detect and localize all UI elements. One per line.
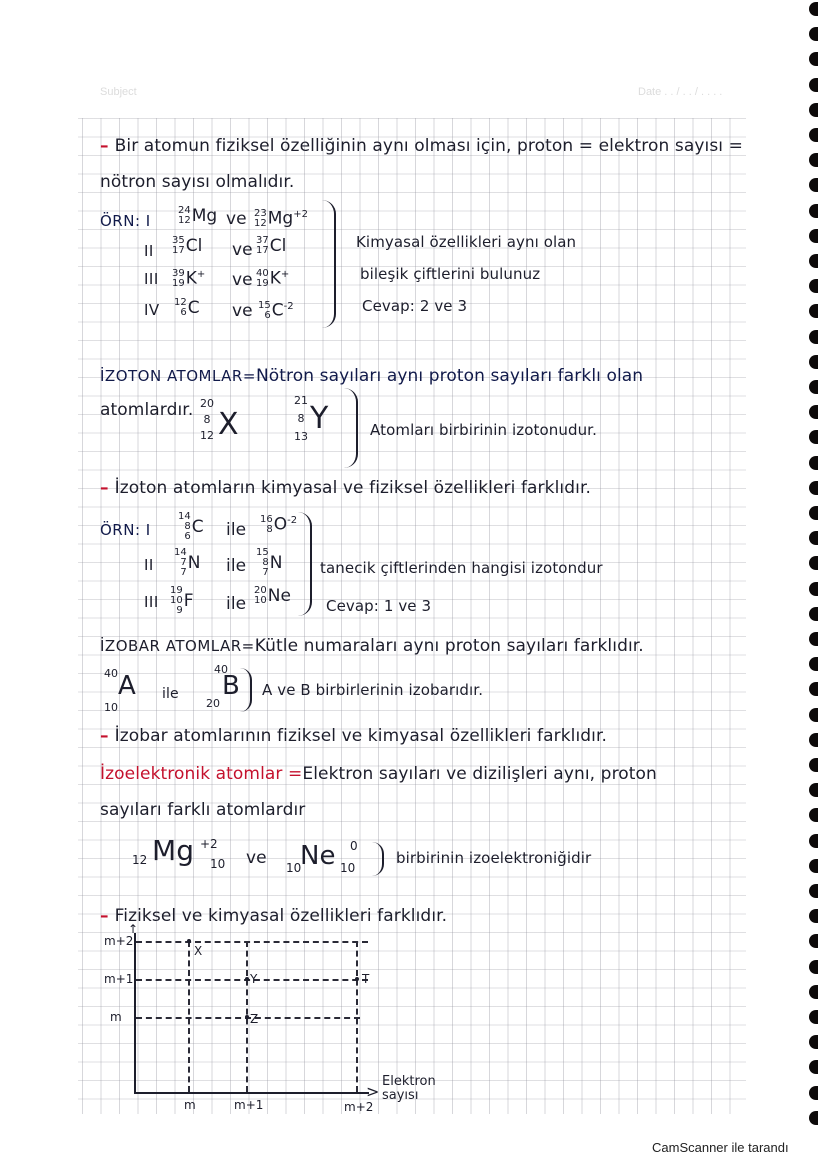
nuclide-mg24: 24 12Mg [178, 205, 218, 226]
izobar-heading: İZOBAR ATOMLAR= [100, 637, 255, 655]
connector-ile: ile [226, 556, 247, 576]
y-tick-m2: m+2 [104, 934, 134, 948]
binding-hole [809, 355, 818, 369]
y-tick-m1: m+1 [104, 972, 134, 986]
binding-hole [809, 783, 818, 797]
izobar-note: A ve B birbirlerinin izobarıdır. [262, 681, 484, 699]
izoton-property: – İzoton atomların kimyasal ve fiziksel özellikleri farklıdır. [100, 478, 591, 498]
binding-hole [809, 380, 818, 394]
point-t-label: T [362, 972, 370, 986]
binding-hole [809, 556, 818, 570]
ne-symbol: Ne [300, 841, 336, 871]
izobar-definition: İZOBAR ATOMLAR=Kütle numaraları aynı proton sayıları farklıdır. [100, 636, 644, 656]
nuclide-mg23: 23 $12Mg^{+2}$ [254, 207, 308, 229]
connector-ve: ve [232, 240, 253, 260]
mg-electrons: 10 [210, 857, 226, 871]
nuclide-ne20: 20 10Ne [254, 585, 291, 606]
binding-hole [809, 1086, 818, 1100]
nuclide-k39: 39 19K+ [172, 267, 206, 289]
binding-hole [809, 1060, 818, 1074]
binding-hole [809, 178, 818, 192]
nuclide-cl35: 35 17Cl [172, 235, 203, 256]
point-x [187, 939, 191, 943]
binding-hole [809, 985, 818, 999]
x-axis-label: Elektron sayısı [382, 1074, 436, 1103]
nuclide-n15: 15 8 7N [256, 547, 283, 578]
binding-hole [809, 1111, 818, 1125]
binding-hole [809, 934, 818, 948]
curly-brace [318, 200, 336, 328]
point-x-label: X [194, 944, 203, 958]
guide-line-x-m [188, 941, 190, 1092]
point-y-label: Y [250, 972, 258, 986]
nuclide-y-symbol: Y [310, 401, 329, 436]
x-axis-arrow-icon: > [366, 1082, 380, 1101]
izoelektronik-note: birbirinin izoelektroniğidir [396, 849, 592, 867]
binding-hole [809, 884, 818, 898]
binding-hole [809, 808, 818, 822]
example-2-question: tanecik çiftlerinden hangisi izotondur [320, 559, 603, 577]
binding-hole [809, 153, 818, 167]
intro-line-2: nötron sayısı olmalıdır. [100, 172, 295, 192]
binding-hole [809, 304, 818, 318]
izobar-property: – İzobar atomlarının fiziksel ve kimyasal özellikleri farklıdır. [100, 726, 608, 746]
example-1-question-1: Kimyasal özellikleri aynı olan [356, 233, 577, 251]
izoelektronik-definition-line-2: sayıları farklı atomlardır [100, 800, 306, 820]
izoton-definition-line-2: atomlardır. [100, 400, 194, 420]
binding-hole [809, 859, 818, 873]
ne-electrons: 10 [340, 861, 356, 875]
mg-atomic-number: 12 [132, 853, 148, 867]
binding-hole [809, 506, 818, 520]
binding-hole [809, 330, 818, 344]
point-z-label: Z [250, 1012, 259, 1026]
y-tick-m: m [110, 1010, 122, 1024]
connector-ile: ile [226, 520, 247, 540]
connector-ve: ve [226, 209, 247, 229]
nuclide-o16: 16 $8O^{-2}$ [260, 513, 298, 535]
binding-hole [809, 52, 818, 66]
example-2-answer: Cevap: 1 ve 3 [326, 597, 432, 615]
binding-hole [809, 1010, 818, 1024]
nuclide-n14: 14 7 7N [174, 547, 201, 578]
binding-hole [809, 531, 818, 545]
example-1-label: ÖRN: I [100, 212, 151, 230]
binding-hole [809, 607, 818, 621]
example-1-roman-3: III [144, 270, 159, 288]
curly-brace [240, 668, 252, 712]
nuclide-cl37: 37 17Cl [256, 235, 287, 256]
binding-hole [809, 733, 818, 747]
izoton-heading: İZOTON ATOMLAR= [100, 367, 256, 385]
binding-hole [809, 582, 818, 596]
binding-hole [809, 834, 818, 848]
ne-atomic-number: 10 [286, 861, 302, 875]
connector-ve: ve [232, 301, 253, 321]
binding-hole [809, 481, 818, 495]
nuclide-k40: 40 19K+ [256, 267, 290, 289]
bullet-dash: – [100, 136, 115, 156]
nuclide-c15: 15 $6C^{-2}$ [258, 299, 294, 321]
izoton-definition-line-1: İZOTON ATOMLAR=Nötron sayıları aynı proton sayıları farklı olan [100, 366, 644, 386]
binding-hole [809, 960, 818, 974]
binding-hole [809, 657, 818, 671]
subject-header-label: Subject [100, 86, 137, 98]
binding-hole [809, 909, 818, 923]
example-2-roman-2: II [144, 556, 154, 574]
izoelektronik-property: – Fiziksel ve kimyasal özellikleri farklıdır. [100, 906, 448, 926]
camscanner-watermark: CamScanner ile tarandı [652, 1140, 789, 1155]
nuclide-a-symbol: A [118, 671, 136, 701]
connector-ve: ve [246, 848, 267, 868]
example-2-label: ÖRN: I [100, 521, 151, 539]
x-axis [134, 1092, 369, 1094]
point-t [355, 977, 359, 981]
nuclide-f19: 19 10 9F [170, 585, 194, 616]
izoton-note: Atomları birbirinin izotonudur. [370, 421, 597, 439]
connector-ile: ile [226, 594, 247, 614]
mg-charge: +2 [200, 837, 218, 851]
nuclide-b-numbers: 40 20 [206, 663, 228, 710]
example-2-roman-3: III [144, 593, 159, 611]
nuclide-x-symbol: X [218, 407, 239, 442]
binding-hole [809, 2, 818, 16]
curly-brace [340, 388, 358, 468]
ne-charge: 0 [350, 839, 358, 853]
binding-hole [809, 279, 818, 293]
connector-ile: ile [162, 686, 179, 702]
binding-hole [809, 405, 818, 419]
izoelektronik-definition-line-1: İzoelektronik atomlar =Elektron sayıları ve dizilişleri aynı, proton [100, 764, 657, 784]
binding-hole [809, 103, 818, 117]
example-1-roman-4: IV [144, 301, 160, 319]
binding-hole [809, 430, 818, 444]
binding-hole [809, 682, 818, 696]
binding-hole [809, 632, 818, 646]
date-header-label: Date . . / . . / . . . . [638, 86, 723, 98]
electron-count-chart [104, 922, 510, 1114]
guide-line-m2 [136, 941, 368, 943]
binding-hole [809, 456, 818, 470]
binding-hole [809, 78, 818, 92]
izoelektronik-heading: İzoelektronik atomlar = [100, 764, 303, 784]
binding-hole [809, 254, 818, 268]
nuclide-a-numbers: 40 10 [104, 667, 118, 714]
spiral-binding [804, 0, 818, 1130]
example-1-question-2: bileşik çiftlerini bulunuz [360, 265, 541, 283]
nuclide-b-symbol: B [222, 671, 240, 701]
binding-hole [809, 758, 818, 772]
nuclide-c14: 14 8 6C [178, 511, 204, 542]
binding-hole [809, 27, 818, 41]
binding-hole [809, 708, 818, 722]
curly-brace [296, 512, 312, 616]
point-y [245, 977, 249, 981]
binding-hole [809, 1035, 818, 1049]
mg-symbol: Mg [152, 834, 195, 867]
binding-hole [809, 204, 818, 218]
nuclide-c12: 12 6C [174, 297, 200, 318]
nuclide-y-stack: 21 8 13 [294, 394, 308, 443]
binding-hole [809, 128, 818, 142]
y-axis [134, 933, 136, 1093]
binding-hole [809, 229, 818, 243]
intro-line-1: – Bir atomun fiziksel özelliğinin aynı olması için, proton = elektron sayısı = [100, 136, 743, 156]
example-1-roman-2: II [144, 242, 154, 260]
nuclide-x-stack: 20 8 12 [200, 397, 214, 442]
x-tick-m: m [184, 1098, 196, 1112]
x-tick-m1: m+1 [234, 1098, 264, 1112]
point-z [245, 1015, 249, 1019]
example-1-answer: Cevap: 2 ve 3 [362, 297, 468, 315]
y-axis-arrow-icon: ↑ [128, 922, 139, 936]
connector-ve: ve [232, 270, 253, 290]
guide-line-x-m2 [356, 941, 358, 1092]
x-tick-m2: m+2 [344, 1100, 374, 1114]
